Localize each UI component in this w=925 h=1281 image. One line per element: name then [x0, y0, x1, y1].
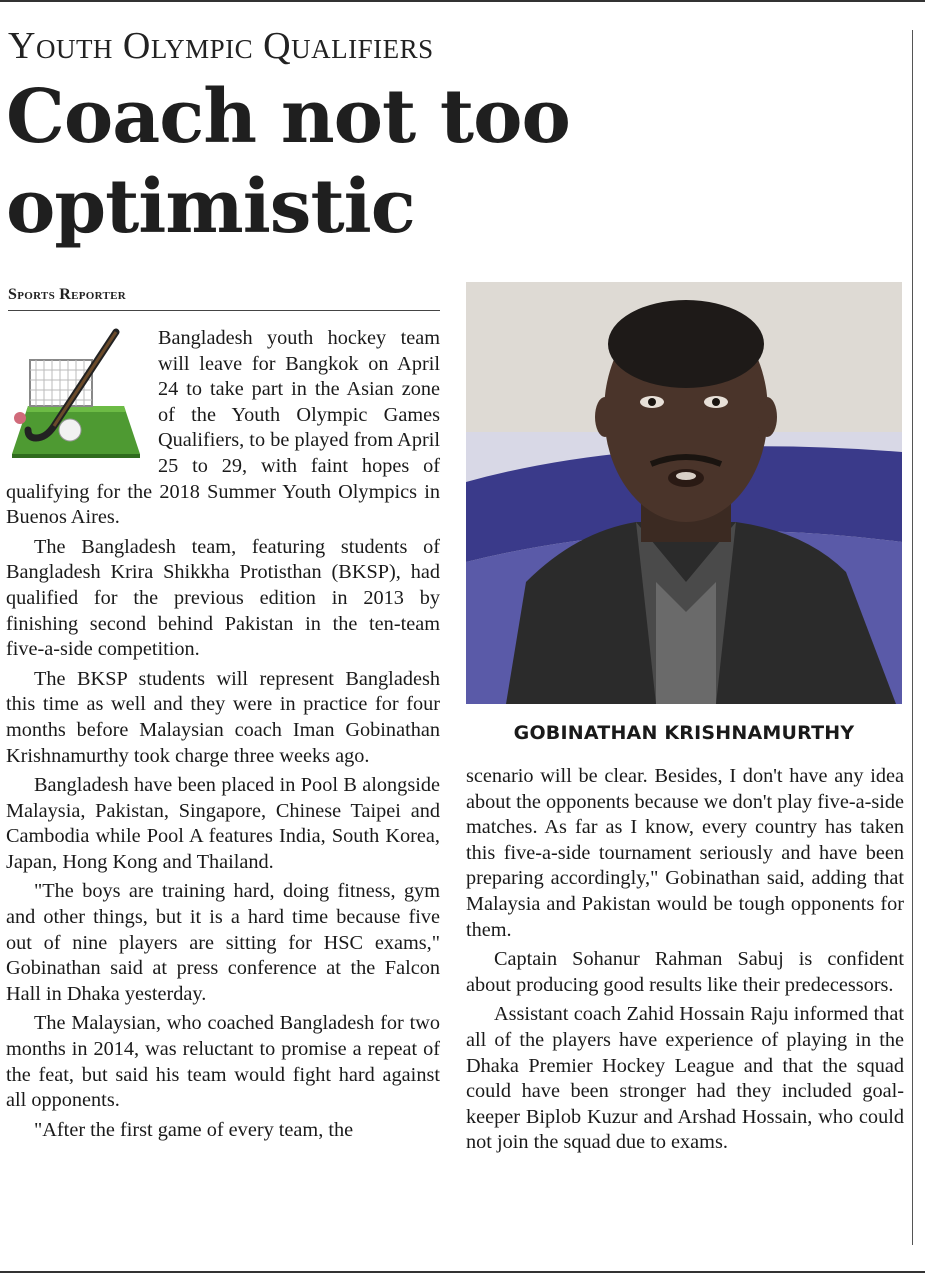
top-rule	[0, 0, 925, 2]
paragraph: scenario will be clear. Besides, I don't have any idea about the opponents because we don't play five-a-side matches. As far as I know, every country has taken this five-a-side tournament seriously and have been preparing accordingly," Gobinathan said, adding that Malaysia and Pakistan would be tough opponents for them.	[466, 765, 904, 941]
right-column	[466, 764, 904, 1160]
hockey-stick-ball-icon	[6, 326, 152, 458]
kicker: Youth Olympic Qualifiers	[8, 25, 434, 67]
paragraph: "After the first game of every team, the	[34, 1118, 354, 1141]
paragraph: The Malaysian, who coached Bangladesh for two months in 2014, was reluctant to promise a repeat of the feat, but said his team would fight hard against all opponents.	[6, 1012, 440, 1112]
paragraph: Bangladesh have been placed in Pool B alongside Malaysia, Pakistan, Singapore, Chinese Taipei and Cambodia while Pool A features India, South Korea, Japan, Hong Kong and Thailand.	[6, 774, 440, 873]
headline: Coach not too optimistic	[6, 74, 570, 250]
bottom-rule	[0, 1271, 925, 1273]
paragraph: "The boys are training hard, doing fitness, gym and other things, but it is a hard time because five out of nine players are sitting for HSC exams," Gobinathan said at press conference at the Falcon Hall in Dhaka yesterday.	[6, 880, 440, 1005]
photo-caption: GOBINATHAN KRISHNAMURTHY	[513, 722, 855, 744]
byline: Sports Reporter	[8, 286, 440, 311]
paragraph: The BKSP students will represent Bangladesh this time as well and they were in practice for four months before Malaysian coach Iman Gobinathan Krishnamurthy took charge three weeks ago.	[6, 667, 440, 767]
column-rule	[912, 30, 913, 1245]
paragraph: Captain Sohanur Rahman Sabuj is confident about producing good results like their predecessors.	[466, 948, 904, 996]
paragraph: Bangladesh youth hockey team will leave for Bangkok on April 24 to take part in the Asian zone of the Youth Olympic Games Qualifiers, to be played from April 25 to 29, with faint hopes of qualifying for the 2018 Summer Youth Olympics in Buenos Aires.	[6, 327, 440, 529]
paragraph: The Bangladesh team, featuring students of Bangladesh Krira Shikkha Protisthan (BKSP), had qualified for the previous edition in 2013 by finishing second behind Pakistan in the ten-team five-a-side competition.	[6, 535, 440, 661]
paragraph: Assistant coach Zahid Hossain Raju informed that all of the players have experience of playing in the Dhaka Premier Hockey League and that the squad could have been stronger had they included goal-keeper Biplob Kuzur and Arshad Hossain, who could not join the squad due to exams.	[466, 1003, 904, 1154]
left-column	[6, 326, 440, 1147]
coach-portrait-photo	[466, 282, 902, 704]
